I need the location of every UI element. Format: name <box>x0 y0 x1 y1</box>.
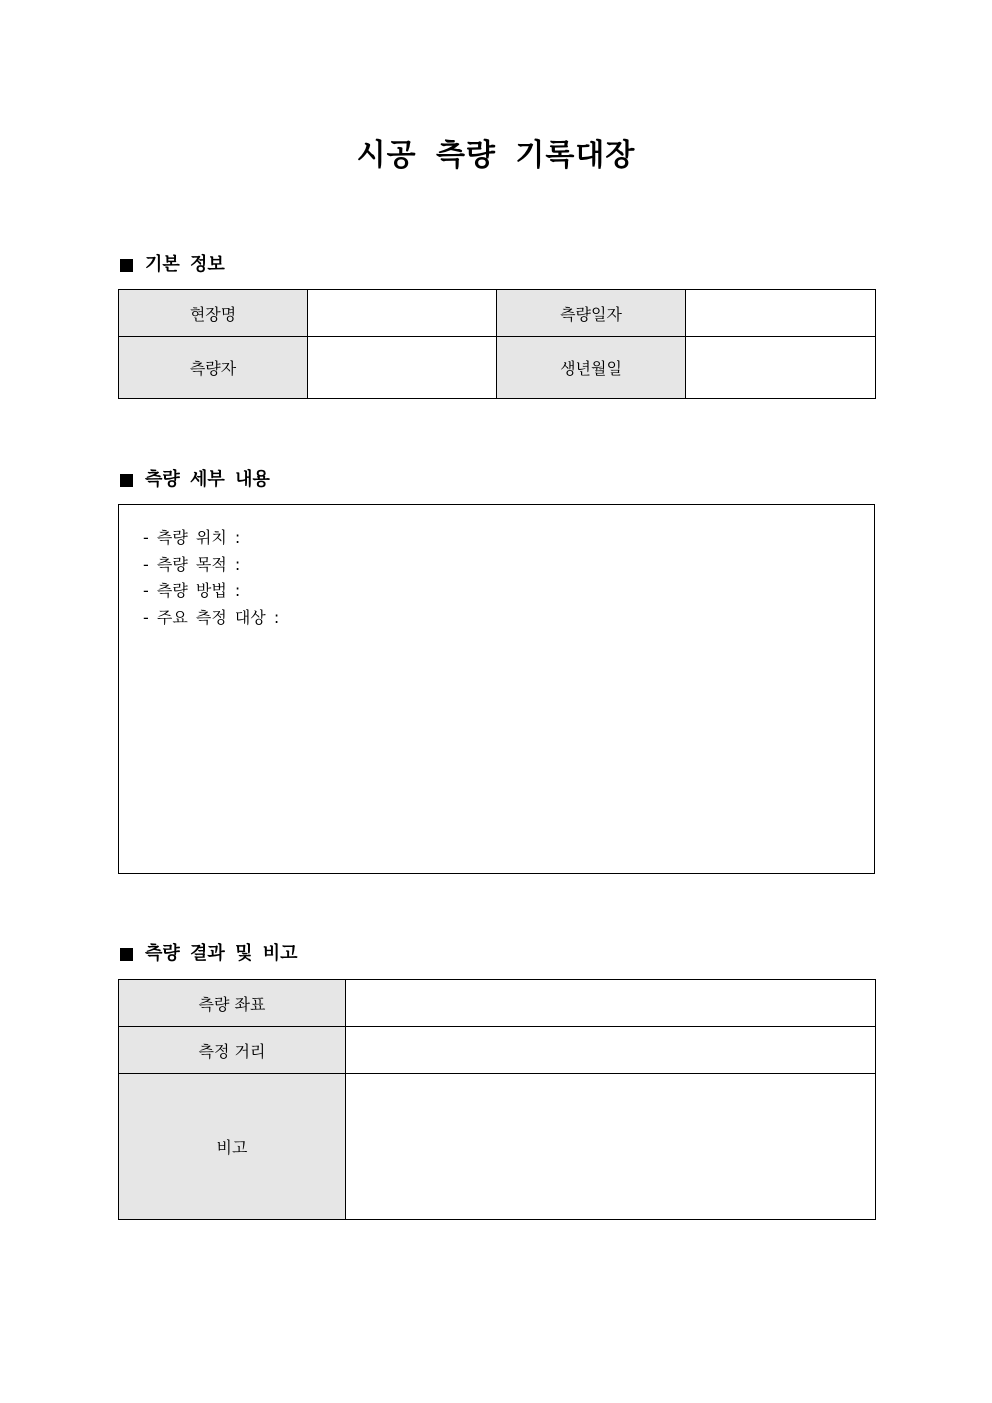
survey-date-field[interactable] <box>686 290 876 337</box>
results-table <box>118 979 876 1220</box>
survey-details-list <box>143 525 279 631</box>
survey-details-box[interactable] <box>118 504 875 874</box>
section-heading-results <box>118 941 298 967</box>
filled-square-icon <box>120 474 133 487</box>
coordinates-label: 측량 좌표 <box>119 980 346 1027</box>
basic-info-table <box>118 289 876 399</box>
remarks-label: 비고 <box>119 1074 346 1220</box>
birth-date-field[interactable] <box>686 337 876 399</box>
section-heading-label: 기본 정보 <box>145 254 225 275</box>
coordinates-field[interactable] <box>346 980 876 1027</box>
section-heading-basic-info <box>118 252 225 278</box>
surveyor-label: 측량자 <box>119 337 308 399</box>
section-heading-label: 측량 결과 및 비고 <box>145 943 298 964</box>
distance-label: 측정 거리 <box>119 1027 346 1074</box>
document-title: 시공 측량 기록대장 <box>356 138 636 173</box>
filled-square-icon <box>120 259 133 272</box>
table-row <box>119 290 876 337</box>
site-name-label: 현장명 <box>119 290 308 337</box>
table-row <box>119 1074 876 1220</box>
surveyor-field[interactable] <box>308 337 497 399</box>
table-row <box>119 980 876 1027</box>
table-row <box>119 337 876 399</box>
section-heading-details <box>118 467 270 493</box>
site-name-field[interactable] <box>308 290 497 337</box>
list-item: - 측량 위치 : <box>143 528 241 547</box>
birth-date-label: 생년월일 <box>497 337 686 399</box>
remarks-field[interactable] <box>346 1074 876 1220</box>
list-item: - 주요 측정 대상 : <box>143 607 280 627</box>
list-item: - 측량 방법 : <box>143 581 241 600</box>
section-heading-label: 측량 세부 내용 <box>145 469 270 490</box>
table-row <box>119 1027 876 1074</box>
filled-square-icon <box>120 948 133 961</box>
distance-field[interactable] <box>346 1027 876 1074</box>
list-item: - 측량 목적 : <box>143 554 241 574</box>
survey-date-label: 측량일자 <box>497 290 686 337</box>
